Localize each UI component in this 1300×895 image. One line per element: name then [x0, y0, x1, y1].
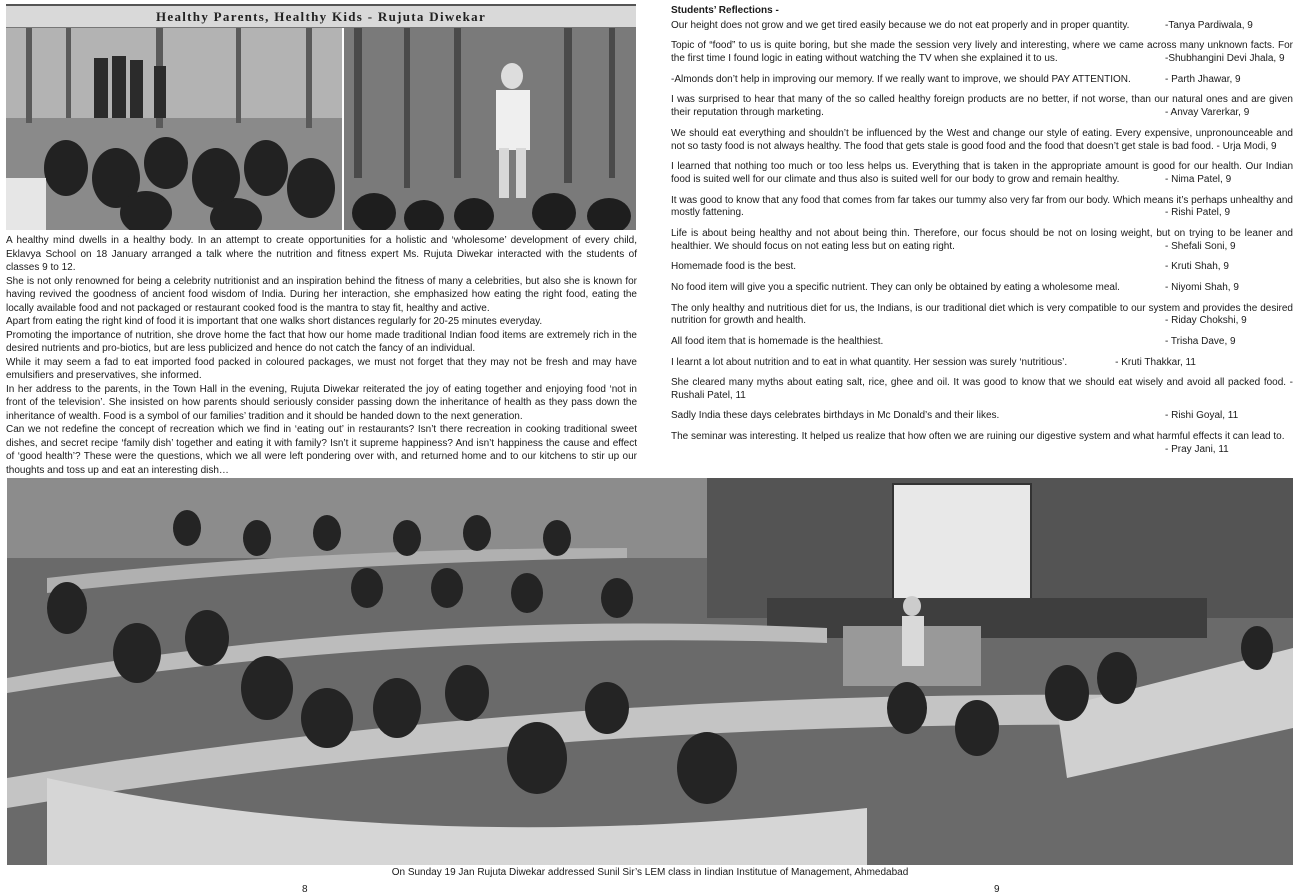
reflection-item	[671, 336, 1293, 349]
article-paragraph: Promoting the importance of nutrition, she drove home the fact that how our home made traditional Indian food items are extremely rich in the desired nutrients and pro-biotics, but are less publicized and hence do not catch the fancy of an individual.	[6, 329, 637, 354]
article-paragraph: She is not only renowned for being a celebrity nutritionist and an inspiration behind the fitness of many a celebrities, but also she is known for having revived the goodness of ancient food wisdom of India. During her interaction, she emphasized how eating the right food, eating the locally available food and not packaged or restaurant cooked food is the mantra to stay fit, healthy and active.	[6, 275, 637, 314]
reflection-item	[671, 410, 1293, 423]
reflection-author: - Kruti Thakkar, 11	[1115, 356, 1196, 368]
reflection-item	[671, 74, 1293, 87]
reflection-text: Life is about being healthy and not about being thin. Therefore, our focus should be not on losing weight, but on trying to be leaner and healthier. We should focus on not eating less but on eating right.	[671, 227, 1293, 252]
page-number-left: 8	[302, 884, 308, 895]
article-paragraph: A healthy mind dwells in a healthy body. In an attempt to create opportunities for a holistic and ‘wholesome’ development of every child, Eklavya School on 18 January arranged a talk where the nutrition and fitness expert Ms. Rujuta Diwekar interacted with the students of classes 9 to 12.	[6, 235, 637, 273]
reflection-text: It was good to know that any food that comes from far takes our tummy also very far from our body. Which means it’s perhaps unhealthy and mostly fattening.	[671, 194, 1293, 219]
reflection-author: -Shubhangini Devi Jhala, 9	[1165, 53, 1285, 65]
article-title: Healthy Parents, Healthy Kids - Rujuta Diwekar	[6, 4, 636, 28]
reflection-author: - Kruti Shah, 9	[1165, 261, 1229, 273]
reflection-item	[671, 20, 1293, 33]
reflection-item	[671, 128, 1293, 154]
reflection-text: Homemade food is the best.	[671, 261, 797, 273]
reflection-item	[671, 40, 1293, 66]
reflection-text: I learned that nothing too much or too less helps us. Everything that is taken in the appropriate amount is good for our health. Our Indian food is suited well for our climate and thus also is suited well for our body to grow and remain healthy.	[671, 161, 1293, 185]
reflections-heading: Students’ Reflections -	[671, 5, 779, 16]
reflection-text: -Almonds don’t help in improving our memory. If we really want to improve, we should PAY ATTENTION.	[671, 73, 1131, 85]
reflection-text: The seminar was interesting. It helped us realize that how often we are ruining our digestive system and what harmful effects it can lead to.	[671, 431, 1285, 443]
reflection-text: Our height does not grow and we get tired easily because we do not eat properly and in proper quantity.	[671, 19, 1130, 31]
left-page	[6, 4, 637, 476]
reflection-author: - Trisha Dave, 9	[1165, 335, 1236, 347]
reflection-author: - Pray Jani, 11	[1165, 443, 1229, 455]
reflection-author: - Rishi Patel, 9	[1165, 207, 1231, 219]
lecture-hall-photo	[7, 478, 1293, 865]
reflection-item	[671, 282, 1293, 295]
reflection-text: All food item that is homemade is the healthiest.	[671, 335, 884, 347]
reflection-author: - Riday Chokshi, 9	[1165, 315, 1247, 327]
reflection-item	[671, 94, 1293, 120]
reflection-item	[671, 303, 1293, 329]
article-body	[6, 234, 637, 477]
reflection-text: Sadly India these days celebrates birthdays in Mc Donald’s and their likes.	[671, 410, 1000, 422]
students-seated-photo	[6, 28, 342, 230]
reflection-author: -Tanya Pardiwala, 9	[1165, 19, 1253, 31]
reflection-item	[671, 261, 1293, 274]
page-number-right: 9	[994, 884, 1000, 895]
reflection-text: We should eat everything and shouldn’t be influenced by the West and change our style of eating. Every expensive, unpronounceable and not so tasty food is not always healthy. The food that gets stale is good food and the food that doesn’t get stale is bad food. - Urja Modi, 9	[671, 127, 1293, 152]
article-paragraph: Apart from eating the right kind of food it is important that one walks short distances regularly for 20-25 minutes everyday.	[6, 316, 543, 327]
reflection-text: She cleared many myths about eating salt, rice, ghee and oil. It was good to know that we should eat wisely and avoid all packed food. - Rushali Patel, 11	[671, 377, 1293, 401]
photo-caption: On Sunday 19 Jan Rujuta Diwekar addressed Sunil Sir’s LEM class in Iindian Institutue of Management, Ahmedabad	[391, 867, 909, 878]
reflection-text: I was surprised to hear that many of the so called healthy foreign products are no better, if not worse, than our natural ones and are given their reputation through marketing.	[671, 94, 1293, 119]
reflection-item	[671, 228, 1293, 254]
reflection-author: - Niyomi Shah, 9	[1165, 281, 1239, 293]
reflection-text: I learnt a lot about nutrition and to eat in what quantity. Her session was surely ‘nutritious’.	[671, 356, 1068, 368]
reflection-item	[671, 377, 1293, 403]
reflection-item	[671, 161, 1293, 187]
article-paragraph: Can we not redefine the concept of recreation which we find in ‘eating out’ in restaurants? Isn’t there recreation in cooking traditional sweet dishes, and secret recipe ‘family dish’ together and eating it with family? Isn’t it supreme happiness? And isn’t happiness the cause and effect of ‘good health’? These were the questions, which we all were left pondering over with, and returned home and to our kitchens to stir up our thoughts and toss up and eat an interesting dish…	[6, 424, 637, 476]
speaker-photo	[344, 28, 636, 230]
reflection-author: - Rishi Goyal, 11	[1165, 410, 1239, 422]
reflection-text: The only healthy and nutritious diet for us, the Indians, is our traditional diet which is very compatible to our system and provides the desired nutrition for growth and health.	[671, 302, 1293, 327]
reflection-author: - Shefali Soni, 9	[1165, 240, 1236, 252]
reflection-item	[671, 195, 1293, 221]
reflection-text: No food item will give you a specific nutrient. They can only be obtained by eating a wholesome meal.	[671, 281, 1120, 293]
students-reflections	[671, 5, 1293, 464]
article-paragraph: In her address to the parents, in the Town Hall in the evening, Rujuta Diwekar reiterated the joy of eating together and enjoying food ‘not in front of the television’. She insisted on how parents should seriously consider passing down the inheritance of health as they pass down the inheritance of wealth. Food is a symbol of our families’ tradition and it should be handed down to the next generation.	[6, 383, 637, 422]
reflection-item	[671, 357, 1293, 370]
photo-row	[6, 28, 636, 230]
article-paragraph: While it may seem a fad to eat imported food packed in coloured packages, we must not forget that they may not be fresh and may have emulsifiers and preservatives, she informed.	[6, 356, 637, 381]
reflection-author: - Parth Jhawar, 9	[1165, 73, 1241, 85]
reflection-item	[671, 431, 1293, 457]
reflection-text: Topic of “food” to us is quite boring, but she made the session very lively and interesting, where we came across many unknown facts. For the first time I found logic in eating without watching the TV when she explained it to us.	[671, 40, 1293, 65]
reflection-author: - Nima Patel, 9	[1165, 173, 1232, 185]
reflection-author: - Anvay Varerkar, 9	[1165, 107, 1250, 119]
